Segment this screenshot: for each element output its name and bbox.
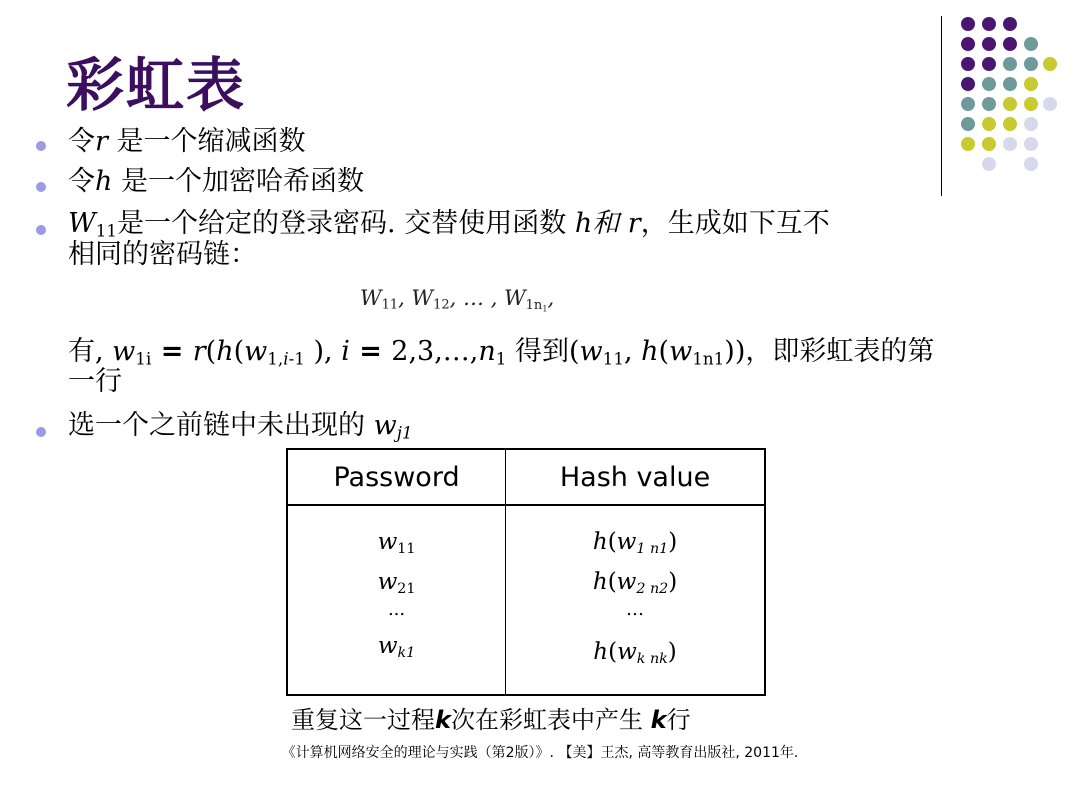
var-w: w [244,336,268,367]
subscript: 1 [495,348,507,369]
chain-relation-text-line2: 一行 [68,366,122,397]
bullet-text: 是一个缩减函数 [107,126,306,157]
var-h: h [216,336,234,367]
table-row [289,626,504,666]
bullet-text: 令 [68,126,95,157]
caption-text: 重复这一过程 [291,706,435,734]
bullet-reduction-function [68,126,306,157]
bullet-text: 是一个加密哈希函数 [112,166,364,197]
bullet-marker [36,427,46,437]
var-w: w [617,639,637,665]
subscript: 2 n2 [636,580,669,597]
text: 2,3,…, [391,336,479,367]
seq-w: W [504,286,526,310]
functions-h-r: h和 r [574,208,641,239]
password-sequence-formula [360,286,555,313]
var-h: h [592,569,608,595]
decorative-dot [982,97,996,111]
decorative-dot [1043,57,1057,71]
bullet-marker [36,182,46,192]
subscript: j1 [396,422,413,443]
decorative-dot [961,37,975,51]
var-r: r [95,126,108,157]
slide-title: 彩虹表 [66,51,247,119]
var-w: w [377,633,398,659]
var-r: r [192,336,206,367]
table-row [289,522,504,562]
decorative-dot [1003,57,1017,71]
decorative-dot [961,17,975,31]
bullet-password-chain-line2: 相同的密码链： [68,239,257,270]
equals: = [349,336,392,367]
decorative-dot [1024,117,1038,131]
bullet-text: 是一个给定的登录密码. 交替使用函数 [117,208,575,239]
subscript: 1i [135,348,152,369]
var-n: n [478,336,496,367]
subscript: 11 [397,540,416,557]
decorative-dot [982,157,996,171]
var-w: w [579,336,603,367]
decorative-dot [982,137,996,151]
subscript: 11 [602,348,624,369]
table-row: $h(w_{1 n1})$ [592,529,678,557]
text: ))，即彩虹表的第 [724,336,935,367]
text: , [623,336,642,367]
decorative-dot [982,37,996,51]
text: 得到( [506,336,580,367]
decorative-dot [1024,157,1038,171]
decorative-dot [1024,77,1038,91]
var-i: i [341,336,350,367]
subscript: 1n1 [692,348,725,369]
table-row-ellipsis: … [626,599,645,620]
password-column [287,505,506,695]
table-caption [291,700,691,735]
subscript: 11 [381,297,399,313]
var-w: w [373,410,397,441]
decorative-dot [961,77,975,91]
var-W: W [68,208,96,239]
table-row-ellipsis: ... [387,599,406,620]
decorative-dot [1003,77,1017,91]
seq-w: W [360,286,382,310]
var-h: h [95,166,113,197]
var-k: k [650,706,667,734]
var-k: k [435,706,451,734]
rainbow-table [286,448,766,696]
table-row [289,562,504,602]
subscript: 21 [397,580,416,597]
chain-relation-text [68,336,934,367]
decorative-dot [1024,57,1038,71]
subscript-text: 1, [267,348,284,369]
subscript-text: 1n [525,297,543,313]
bullet-text: ，生成如下互不 [640,208,830,239]
bullet-choose-next [68,410,413,441]
decorative-dot [982,117,996,131]
seq-dots: , … , [449,286,505,310]
bullet-hash-function [68,166,364,197]
seq-sep: , [398,286,412,310]
table-header-password: Password [287,449,506,505]
decorative-dot [982,17,996,31]
bullet-marker [36,225,46,235]
text: ( [233,336,245,367]
subscript: k1 [397,644,416,661]
seq-w: W [411,286,434,310]
caption-text: 次在彩虹表中产生 [450,706,651,734]
decorative-dot [1003,117,1017,131]
bullet-text: 令 [68,166,95,197]
subscript: 12 [433,297,450,313]
var-w: w [112,336,136,367]
decorative-dot [1024,97,1038,111]
equals: = [151,336,193,367]
subscript-text: -1 [288,348,305,369]
seq-sep: , [547,286,555,310]
table-row: $h(w_{k nk})$ [593,639,677,667]
decorative-dot [982,77,996,91]
text: ), [304,336,342,367]
var-w: w [669,336,693,367]
var-w: w [616,529,637,555]
decorative-dot [982,57,996,71]
decorative-dot [961,117,975,131]
subsubscript: 1 [542,303,548,313]
bullet-marker [36,141,46,151]
reference-footer: 《计算机网络安全的理论与实践（第2版）》. 【美】王杰, 高等教育出版社, 2011年. [281,745,799,761]
table-header-hash: Hash value [506,449,765,505]
text: 有, [68,336,113,367]
var-w: w [377,569,398,595]
var-w: w [377,529,398,555]
decorative-dot [1003,37,1017,51]
subscript: k nk [636,650,668,667]
var-h: h [641,336,659,367]
bullet-text: 选一个之前链中未出现的 [68,410,374,441]
var-h: h [593,639,609,665]
hash-column [506,505,765,695]
decorative-dot [1024,37,1038,51]
bullet-password-chain [68,208,830,239]
decorative-dot [1003,97,1017,111]
text: ( [205,336,217,367]
decorative-dot [961,137,975,151]
subscript [526,298,548,313]
decorative-dot [1043,97,1057,111]
caption-text: 行 [666,706,691,734]
subscript: 1 n1 [636,540,669,557]
subscript [267,349,305,369]
decorative-dot [961,57,975,71]
vertical-divider [941,16,942,196]
var-w: w [616,569,637,595]
decorative-dot [961,97,975,111]
text: ( [658,336,670,367]
decorative-dot [1003,137,1017,151]
decorative-dot [1024,137,1038,151]
subscript-text: i [283,348,289,369]
subscript: 11 [95,220,118,241]
table-row: $h(w_{2 n2})$ [592,569,678,597]
var-h: h [592,529,608,555]
decorative-dot [1003,17,1017,31]
